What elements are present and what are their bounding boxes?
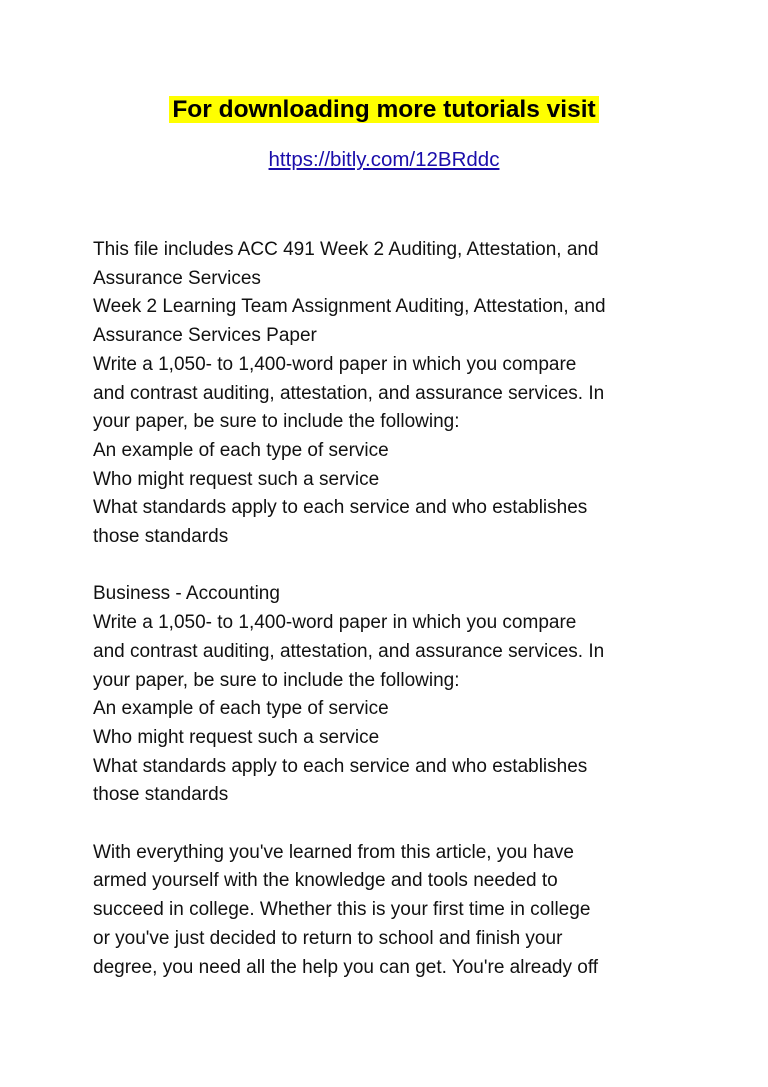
text-line: What standards apply to each service and who establishes xyxy=(93,755,588,777)
text-line: your paper, be sure to include the following: xyxy=(93,669,460,691)
text-line: succeed in college. Whether this is your first time in college xyxy=(93,899,591,921)
text-line: Assurance Services Paper xyxy=(93,325,317,347)
text-line: What standards apply to each service and who establishes xyxy=(93,497,588,519)
paragraph-gap xyxy=(93,810,723,839)
text-line: those standards xyxy=(93,784,229,806)
text-line: degree, you need all the help you can get. You're already off xyxy=(93,956,599,978)
header-title-text: For downloading more tutorials visit xyxy=(169,96,598,123)
text-line: With everything you've learned from this article, you have xyxy=(93,841,574,863)
text-line: This file includes ACC 491 Week 2 Auditing, Attestation, and xyxy=(93,239,599,260)
text-line: Week 2 Learning Team Assignment Auditing, Attestation, and xyxy=(93,296,606,318)
text-line: Who might request such a service xyxy=(93,726,380,748)
paragraph-gap xyxy=(93,552,723,581)
text-line: or you've just decided to return to school and finish your xyxy=(93,927,563,949)
text-line: your paper, be sure to include the following: xyxy=(93,411,460,433)
text-line: An example of each type of service xyxy=(93,439,389,461)
text-line: Write a 1,050- to 1,400-word paper in which you compare xyxy=(93,612,577,634)
text-line: Who might request such a service xyxy=(93,468,380,490)
text-line: and contrast auditing, attestation, and assurance services. In xyxy=(93,382,605,404)
text-line: An example of each type of service xyxy=(93,698,389,720)
tutorial-link[interactable]: https://bitly.com/12BRddc xyxy=(268,148,500,171)
text-line: Write a 1,050- to 1,400-word paper in which you compare xyxy=(93,353,577,375)
header-title xyxy=(0,92,768,128)
body-text xyxy=(93,236,723,982)
text-line: and contrast auditing, attestation, and assurance services. In xyxy=(93,640,605,662)
text-line: armed yourself with the knowledge and tools needed to xyxy=(93,870,558,892)
text-line: those standards xyxy=(93,526,229,548)
text-line: Business - Accounting xyxy=(93,583,280,605)
text-line: Assurance Services xyxy=(93,267,261,289)
